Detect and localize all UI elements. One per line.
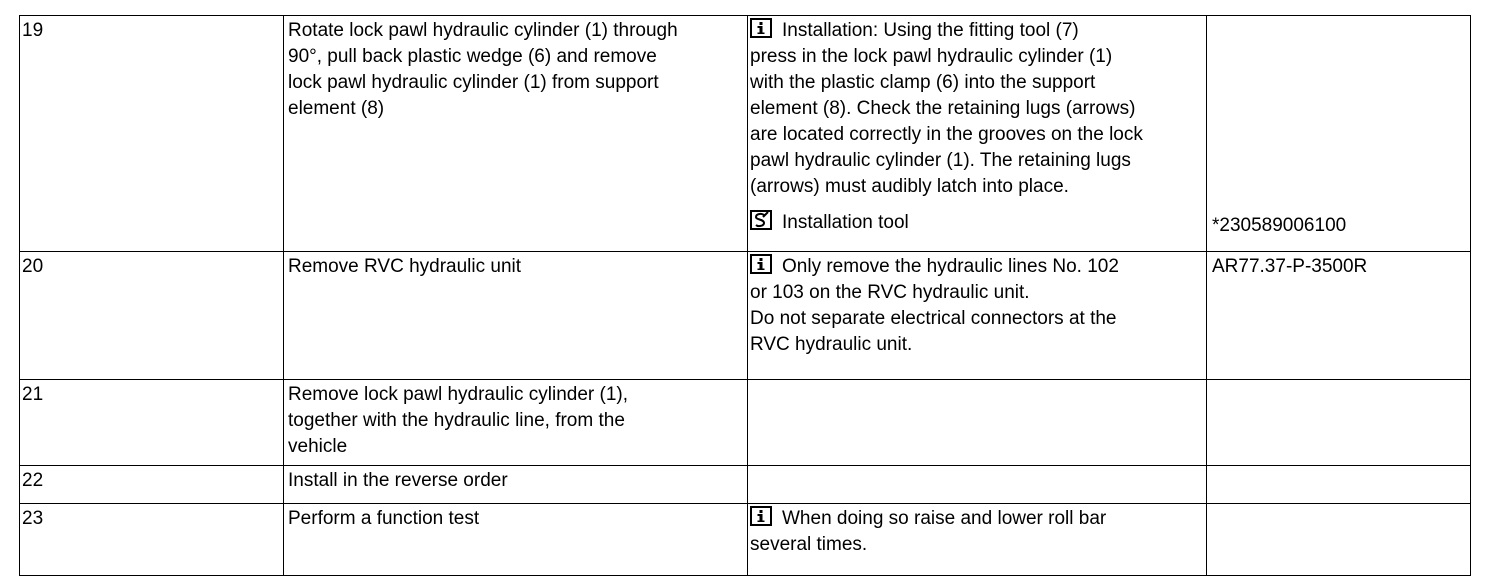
action-line: Install in the reverse order [288, 470, 508, 491]
tool-label: Installation tool [782, 212, 909, 233]
note-line: Do not separate electrical connectors at the [750, 308, 1117, 329]
note-line: RVC hydraulic unit. [750, 334, 913, 355]
action-text [284, 380, 748, 466]
action-line: together with the hydraulic line, from the [288, 410, 625, 431]
table-row [20, 466, 1471, 504]
note-line: several times. [750, 534, 868, 555]
note-line: are located correctly in the grooves on the lock [750, 124, 1143, 145]
document-reference-link[interactable]: AR77.37-P-3500R [1212, 256, 1368, 277]
info-icon [750, 506, 772, 526]
note-cell [748, 380, 1207, 466]
step-number: 21 [20, 380, 284, 466]
note-line: with the plastic clamp (6) into the support [750, 72, 1096, 93]
table-row [20, 504, 1471, 576]
note-cell [748, 16, 1207, 252]
tool-number: *230589006100 [1212, 215, 1347, 236]
step-number: 22 [20, 466, 284, 504]
table-row [20, 380, 1471, 466]
procedure-table [19, 15, 1471, 576]
action-line: Remove RVC hydraulic unit [288, 256, 522, 277]
action-text [284, 504, 748, 576]
table-row [20, 252, 1471, 380]
action-line: element (8) [288, 98, 385, 119]
note-line: Only remove the hydraulic lines No. 102 [782, 256, 1119, 277]
action-text [284, 252, 748, 380]
note-line: (arrows) must audibly latch into place. [750, 176, 1069, 197]
note-cell [748, 466, 1207, 504]
note-line: or 103 on the RVC hydraulic unit. [750, 282, 1030, 303]
step-number: 23 [20, 504, 284, 576]
step-number: 19 [20, 16, 284, 252]
info-icon [750, 18, 772, 38]
reference-cell [1207, 466, 1471, 504]
reference-cell [1207, 504, 1471, 576]
note-line: When doing so raise and lower roll bar [782, 508, 1107, 529]
reference-cell [1207, 16, 1471, 252]
action-line: Remove lock pawl hydraulic cylinder (1), [288, 384, 629, 405]
action-line: vehicle [288, 436, 348, 457]
note-line: press in the lock pawl hydraulic cylinder (1) [750, 46, 1113, 67]
info-icon [750, 254, 772, 274]
action-line: lock pawl hydraulic cylinder (1) from support [288, 72, 659, 93]
action-text [284, 466, 748, 504]
action-line: 90°, pull back plastic wedge (6) and remove [288, 46, 657, 67]
note-line: Installation: Using the fitting tool (7) [782, 20, 1079, 41]
action-line: Rotate lock pawl hydraulic cylinder (1) through [288, 20, 678, 41]
note-line: element (8). Check the retaining lugs (arrows) [750, 98, 1136, 119]
note-cell [748, 252, 1207, 380]
action-text [284, 16, 748, 252]
note-line: pawl hydraulic cylinder (1). The retaining lugs [750, 150, 1131, 171]
step-number: 20 [20, 252, 284, 380]
note-cell [748, 504, 1207, 576]
reference-cell [1207, 252, 1471, 380]
tool-icon [750, 210, 772, 230]
table-row [20, 16, 1471, 252]
reference-cell [1207, 380, 1471, 466]
action-line: Perform a function test [288, 508, 480, 529]
